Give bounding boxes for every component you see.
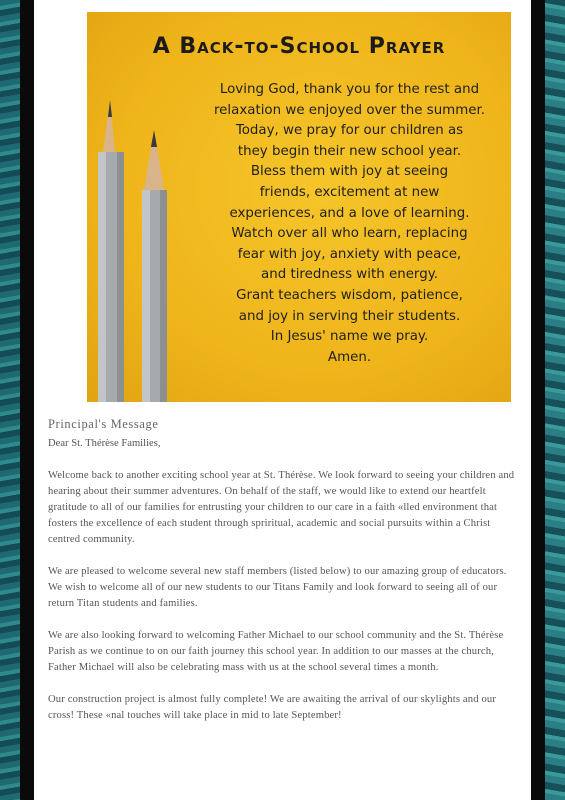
prayer-line: and tiredness with energy.	[261, 267, 438, 283]
section-heading: Principal's Message	[48, 417, 159, 431]
prayer-line: friends, excitement at new	[259, 184, 440, 200]
prayer-line: In Jesus' name we pray.	[270, 329, 429, 345]
prayer-line: relaxation we enjoyed over the summer.	[213, 102, 486, 118]
prayer-line: experiences, and a love of learning.	[229, 205, 470, 221]
frame-border-right	[531, 0, 545, 800]
prayer-line: fear with joy, anxiety with peace,	[237, 246, 462, 262]
prayer-line: Loving God, thank you for the rest and	[219, 82, 480, 97]
prayer-line: and joy in serving their students.	[238, 308, 461, 324]
prayer-line: Grant teachers wisdom, patience,	[236, 287, 463, 303]
message-paragraph: Our construction project is almost fully complete! We are awaiting the arrival of our skylights and our cross! These «nal touches will take place in mid to late September!	[48, 694, 497, 721]
message-paragraph: Welcome back to another exciting school year at St. Thérèse. We look forward to seeing your children and hearing about their summer adventures. On behalf of the staff, we would like to extend our heartfelt gratitude to all of our families for entrusting your children to our care in a faith «lled environment that fosters the excellence of each student through spriritual, academic and social pursuits within a Christ centred community.	[48, 470, 515, 545]
prayer-poster-image	[87, 12, 511, 402]
pencil-wood-tip	[103, 100, 115, 152]
ocean-background-right	[545, 0, 565, 800]
pencil-highlight-right	[142, 190, 150, 402]
pencil-shadow-left	[117, 152, 124, 402]
pencil-lead-tip	[108, 100, 112, 117]
greeting: Dear St. Thérèse Families,	[48, 438, 161, 449]
message-paragraph: We are pleased to welcome several new staff members (listed below) to our amazing group of educators. We wish to welcome all of our new students to our Titans Family and look forward to seeing all of our return Titan students and families.	[48, 566, 507, 609]
prayer-line: they begin their new school year.	[237, 143, 462, 159]
ocean-background-left	[0, 0, 20, 800]
prayer-text	[197, 80, 502, 368]
principal-message	[48, 416, 518, 740]
prayer-line: Watch over all who learn, replacing	[231, 226, 468, 242]
message-paragraph: We are also looking forward to welcoming Father Michael to our school community and the St. Thérèse Parish as we continue to on our faith journey this school year. In addition to our masses at the church, Father Michael will also be celebrating mass with us at the school several times a month.	[48, 630, 504, 673]
poster-title: A Back-to-School Prayer	[152, 34, 446, 59]
prayer-line: Bless them with joy at seeing	[250, 164, 449, 180]
prayer-line: Amen.	[327, 349, 372, 365]
prayer-line: Today, we pray for our children as	[235, 123, 464, 139]
pencil-lead-tip	[151, 130, 157, 147]
frame-border-left	[20, 0, 34, 800]
pencil-highlight-left	[98, 152, 106, 402]
pencil-shadow-right	[160, 190, 167, 402]
